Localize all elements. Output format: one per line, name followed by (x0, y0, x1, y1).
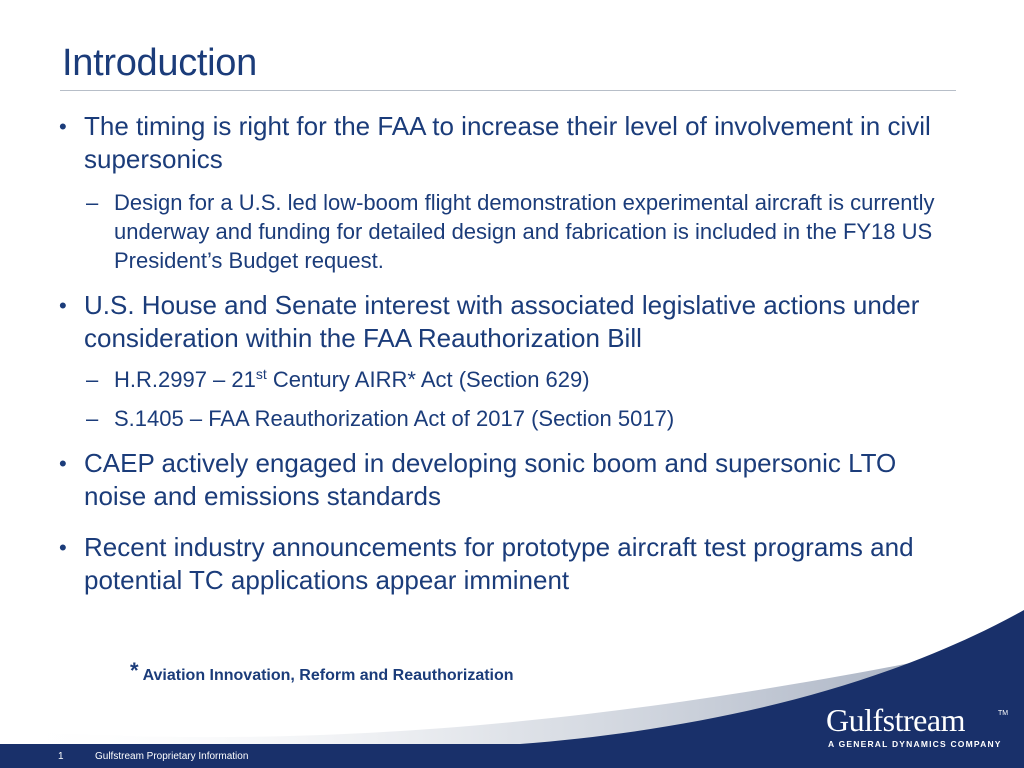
bullet-text: U.S. House and Senate interest with associated legislative actions under consideration within the FAA Reauthorization Bill (84, 290, 920, 353)
page-number: 1 (58, 751, 64, 762)
bullet-text: CAEP actively engaged in developing sonic boom and supersonic LTO noise and emissions standards (84, 448, 897, 511)
logo-tagline: A GENERAL DYNAMICS COMPANY (828, 739, 1002, 749)
sub-bullet-text-part: Century AIRR* Act (Section 629) (266, 367, 590, 392)
bullet-item (56, 110, 956, 176)
sub-bullet-text: S.1405 – FAA Reauthorization Act of 2017 (Section 5017) (114, 406, 675, 431)
sub-bullet-dash-icon: – (86, 190, 99, 215)
slide-title: Introduction (62, 42, 257, 84)
bullet-text: Recent industry announcements for prototype aircraft test programs and potential TC applications appear imminent (84, 532, 914, 595)
proprietary-notice: Gulfstream Proprietary Information (95, 751, 249, 762)
ordinal-suffix: st (255, 366, 267, 382)
gulfstream-logo (820, 702, 1010, 752)
sub-bullet-dash-icon: – (86, 406, 99, 431)
sub-bullet-text-part: H.R.2997 – 21 (114, 367, 256, 392)
sub-bullet-dash-icon: – (86, 367, 99, 392)
bullet-item (56, 289, 956, 355)
bullet-dot-icon: • (59, 451, 67, 476)
slide-body (56, 110, 956, 597)
bullet-dot-icon: • (59, 293, 67, 318)
bullet-dot-icon: • (59, 535, 67, 560)
sub-bullet-text: Design for a U.S. led low-boom flight demonstration experimental aircraft is currently underway and funding for detailed design and fabrication is included in the FY18 US President’s Budget request. (114, 190, 935, 273)
bullet-item (56, 531, 956, 597)
bullet-item (56, 447, 956, 513)
footnote-text: Aviation Innovation, Reform and Reauthorization (142, 667, 514, 684)
bullet-text: The timing is right for the FAA to increase their level of involvement in civil supersonics (84, 111, 931, 174)
sub-bullet-item (56, 365, 956, 394)
sub-bullet-item (56, 188, 956, 275)
sub-bullet-item (56, 404, 956, 433)
footnote-marker: * (130, 658, 139, 683)
logo-wordmark: Gulfstream (826, 702, 965, 738)
bullet-dot-icon: • (59, 114, 67, 139)
logo-trademark: TM (998, 710, 1009, 717)
title-divider (60, 90, 956, 91)
